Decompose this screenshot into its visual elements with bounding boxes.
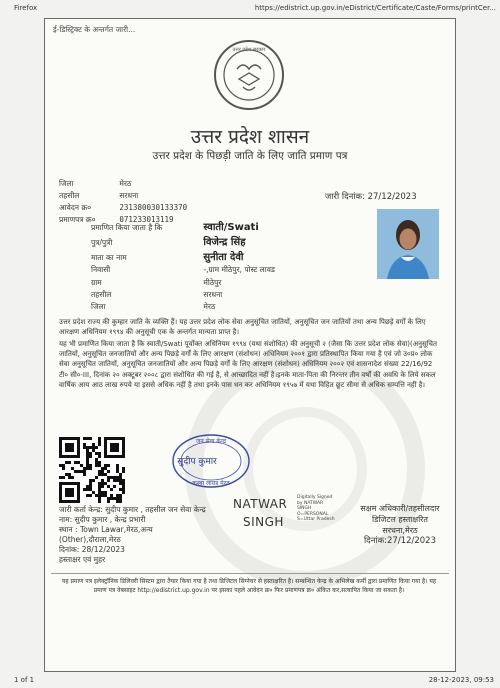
issuer-location: स्थान : Town Lawar,मेरठ,अन्य (59, 525, 153, 534)
certificate-title: उत्तर प्रदेश शासन (190, 126, 310, 148)
officer-designation: सक्षम अधिकारी/तहसीलदार (360, 504, 440, 513)
mother-name: सुनीता देवी (203, 252, 244, 263)
issuer-location-2: (Other),दौराला,मेरठ (59, 535, 121, 544)
officer-info (345, 503, 455, 547)
detail-row-district (91, 302, 215, 312)
state-emblem-icon (213, 39, 285, 111)
tehsil-value: सरधना (119, 191, 139, 200)
certificate-number-label: प्रमाणपत्र क्र० (59, 215, 96, 224)
page-count: 1 of 1 (14, 676, 35, 684)
detail-label: तहसील (91, 290, 112, 299)
footer-divider (51, 573, 449, 574)
detail-label: जिला (91, 302, 106, 311)
digital-signed-label: डिजिटल हस्ताक्षरित (372, 515, 428, 524)
application-number-row (59, 203, 187, 213)
application-number-label: आवेदन क्र० (59, 203, 92, 212)
qr-code-icon (59, 437, 125, 503)
page-url: https://edistrict.up.gov.in/eDistrict/Certificate/Caste/Forms/printCer... (254, 4, 496, 12)
district-row (59, 179, 131, 189)
applicant-name: स्वाती/Swati (203, 222, 259, 233)
detail-label: निवासी (91, 265, 111, 274)
issuing-center-info (59, 505, 259, 565)
issuer-name: नाम: सुदीप कुमार , केन्द्र प्रभारी (59, 515, 146, 524)
tehsil-detail-value: सरधना (203, 290, 223, 299)
certificate-subtitle: उत्तर प्रदेश के पिछड़ी जाति के लिए जाति प्रमाण पत्र (152, 150, 348, 162)
district-label: जिला (59, 179, 74, 188)
caste-certificate (44, 18, 456, 672)
seal-name: सुदीप कुमार (177, 457, 217, 467)
detail-row-name (91, 219, 259, 233)
digital-signature (233, 495, 335, 535)
signature-details: Digitally Signed by NATWAR SINGH O=PERSONAL S=Uttar Pradesh (297, 495, 335, 522)
district-detail-value: मेरठ (203, 302, 216, 311)
verification-note: यह प्रमाण पत्र इलेक्ट्रॉनिक डिलिवरी सिस्टम द्वारा तैयार किया गया है तथा डिजिटल सिग्नेचर से हस्ताक्षरित है। सम्बन्धित केन्द्र के अभिलेख कर्मी द्वारा प्रमाणित किया गया है। यह प्रमाण पत्र वेबसाइट http://edistrict.up.gov.in पर इसका पहले आवेदन क्र० फिर प्रमाणपत्र क्र० अंकित कर,सत्यापित किया जा सकता है। (61, 578, 437, 594)
caste-statement: उत्तर प्रदेश राज्य की कुम्हार जाति के व्यक्ति हैं। यह उत्तर प्रदेश लोक सेवा अनुसूचित जातियों, अनुसूचित जन जातियों तथा अन्य पिछड़े वर्गों के लिए आरक्षण अधिनियम १९९४ की अनुसूची एक के अन्तर्गत मान्यता प्राप्त है। (59, 318, 426, 337)
person-photo-icon (377, 209, 439, 279)
emblem-text: उत्तर प्रदेश सरकार (232, 47, 266, 53)
issue-date: जारी दिनांक: 27/12/2023 (325, 192, 417, 202)
creamy-layer-statement: यह भी प्रमाणित किया जाता है कि स्वाती/Swati पूर्वोक्त अधिनियम १९९४ (यथा संशोधित) की अनुसूची २ (जैसा कि उत्तर प्रदेश लोक सेवा)(अनुसूचित जातियों, अनुसूचित जनजातियों और अन्य पिछड़े वर्गों के लिए आरक्षण (संशोधन) अधिनियम २००१ द्वारा प्रतिस्थापित किया गया है एवं जो उ०प्र० लोक सेवा अनुसूचित जातियों, अनुसूचित जनजातियों और अन्य पिछड़े वर्गों के लिए आरक्षण (संशोधन) अधिनियम २००२ एवं शासनादेश संख्या 22/16/92 टी० सी०-III, दिनांक २० अक्टूबर २००८ द्वारा संशोधित की गई है, से आच्छादित नहीं है।इनके माता-पिता की निरन्तर तीन वर्षों की अवधि के लिये सकल वार्षिक आय आठ लाख रुपये या इससे अधिक नहीं है तथा इनके पास धन कर अधिनियम १९५७ में यथा विहित छूट सीमा से अधिक सम्पत्ति नहीं है। (59, 340, 437, 389)
detail-row-parent (91, 234, 246, 248)
father-name: विजेन्द्र सिंह (203, 237, 246, 248)
edistrict-note: ई-डिस्ट्रिक्ट के अन्तर्गत जारी... (53, 25, 136, 34)
tehsil-label: तहसील (59, 191, 80, 200)
seal-bottom-text: कस्बा लावड मेरठ (192, 480, 230, 487)
detail-row-address (91, 265, 275, 275)
issuer-center: जारी कर्ता केन्द्र: सुदीप कुमार , तहसील जन सेवा केन्द्र (59, 505, 206, 514)
browser-title: Firefox (14, 4, 38, 12)
issuer-sign-label: हस्ताक्षर एवं मुहर (59, 555, 106, 564)
village-value: मीठेपुर (203, 278, 222, 287)
service-center-seal (149, 431, 253, 493)
district-value: मेरठ (119, 179, 132, 188)
detail-label: प्रमाणित किया जाता है कि (91, 223, 163, 232)
browser-footer (0, 674, 500, 688)
officer-date: दिनांक:27/12/2023 (363, 536, 437, 546)
detail-row-village (91, 278, 222, 288)
detail-label: माता का नाम (91, 253, 127, 262)
detail-row-mother (91, 249, 244, 263)
certificate-number-value: 071233013119 (119, 215, 174, 224)
detail-label: पुत्र/पुत्री (91, 238, 113, 247)
detail-label: ग्राम (91, 278, 102, 287)
browser-header (0, 0, 500, 16)
seal-top-text: जन सेवा केन्द्र (195, 438, 227, 445)
officer-location: सरधना,मेरठ (382, 526, 418, 535)
applicant-photo (377, 209, 439, 279)
issuer-date: दिनांक: 28/12/2023 (59, 545, 125, 554)
tehsil-row (59, 191, 138, 201)
print-timestamp: 28-12-2023, 09:53 (428, 676, 494, 684)
signer-name-1: NATWAR (233, 497, 288, 511)
signer-name-2: SINGH (243, 515, 284, 529)
application-number-value: 231380030133370 (119, 203, 188, 212)
detail-row-tehsil (91, 290, 222, 300)
address-value: -,ग्राम मीठेपुर, पोस्ट लावड (203, 265, 275, 274)
